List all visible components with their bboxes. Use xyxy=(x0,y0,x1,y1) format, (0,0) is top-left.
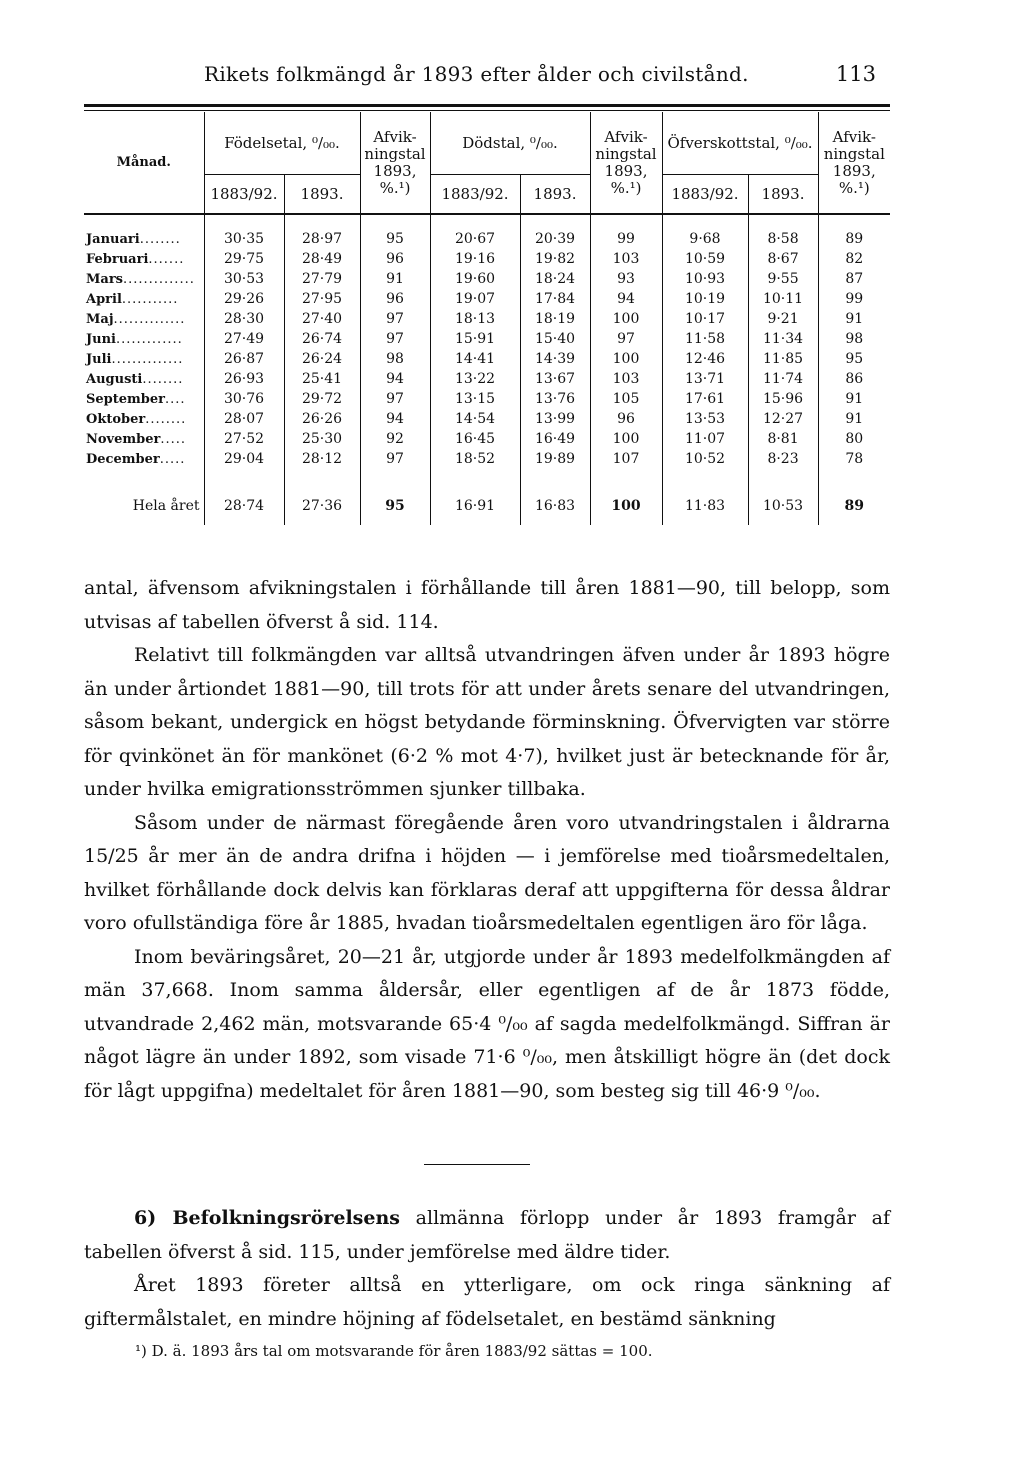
paragraph-3: Såsom under de närmast föregående åren voro utvandringstalen i åldrarna 15/25 år mer än de andra drifna i höjden — i jemförelse med tioårsmedeltalen, hvilket förhållande dock delvis kan förklaras deraf att uppgifterna för dessa åldrar voro ofullständiga före år 1885, hvadan tioårsmedeltalen egentligen äro för låga. xyxy=(84,811,890,934)
value-cell: 29·72 xyxy=(284,389,360,409)
death-1883-92-header: 1883/92. xyxy=(430,175,520,215)
value-cell: 25·30 xyxy=(284,429,360,449)
value-cell: 105 xyxy=(590,389,662,409)
birth-rate-header: Födelsetal, ⁰/₀₀. xyxy=(204,112,360,175)
month-label xyxy=(84,409,204,429)
value-cell: 28·30 xyxy=(204,309,284,329)
value-cell: 12·27 xyxy=(748,409,818,429)
value-cell: 13·53 xyxy=(662,409,748,429)
table-row xyxy=(84,269,890,289)
value-cell: 8·58 xyxy=(748,214,818,249)
value-cell: 89 xyxy=(818,214,890,249)
total-value-cell: 100 xyxy=(590,469,662,525)
value-cell: 28·07 xyxy=(204,409,284,429)
value-cell: 19·16 xyxy=(430,249,520,269)
month-label xyxy=(84,329,204,349)
value-cell: 8·23 xyxy=(748,449,818,469)
value-cell: 26·93 xyxy=(204,369,284,389)
month-name: Februari xyxy=(86,251,149,267)
value-cell: 9·68 xyxy=(662,214,748,249)
month-label xyxy=(84,449,204,469)
value-cell: 82 xyxy=(818,249,890,269)
month-label xyxy=(84,289,204,309)
total-value-cell: 10·53 xyxy=(748,469,818,525)
value-cell: 28·97 xyxy=(284,214,360,249)
value-cell: 107 xyxy=(590,449,662,469)
value-cell: 26·74 xyxy=(284,329,360,349)
birth-1883-92-header: 1883/92. xyxy=(204,175,284,215)
value-cell: 97 xyxy=(590,329,662,349)
value-cell: 96 xyxy=(360,289,430,309)
surplus-deviation-header: Afvik-ningstal 1893, %.¹) xyxy=(818,112,890,214)
month-label xyxy=(84,429,204,449)
value-cell: 11·34 xyxy=(748,329,818,349)
value-cell: 95 xyxy=(360,214,430,249)
value-cell: 95 xyxy=(818,349,890,369)
value-cell: 12·46 xyxy=(662,349,748,369)
value-cell: 29·26 xyxy=(204,289,284,309)
month-name: April xyxy=(86,291,122,307)
value-cell: 87 xyxy=(818,269,890,289)
value-cell: 9·21 xyxy=(748,309,818,329)
value-cell: 13·22 xyxy=(430,369,520,389)
table-row xyxy=(84,329,890,349)
value-cell: 94 xyxy=(360,369,430,389)
leader-dots: ........ xyxy=(145,411,187,427)
paragraph-4: Inom beväringsåret, 20—21 år, utgjorde under år 1893 medelfolkmängden af män 37,668. Inom samma åldersår, eller egentligen af de år 1873 födde, utvandrade 2,462 män, motsvarande 65·4 ⁰/₀₀ af sagda medelfolkmängd. Siffran är något lägre än under 1892, som visade 71·6 ⁰/₀₀, men åtskilligt högre än (det dock för lågt uppgifna) medeltalet för åren 1881—90, som besteg sig till 46·9 ⁰/₀₀. xyxy=(84,945,890,1102)
value-cell: 27·49 xyxy=(204,329,284,349)
value-cell: 94 xyxy=(590,289,662,309)
total-value-cell: 28·74 xyxy=(204,469,284,525)
total-value-cell: 16·91 xyxy=(430,469,520,525)
value-cell: 18·19 xyxy=(520,309,590,329)
value-cell: 26·87 xyxy=(204,349,284,369)
value-cell: 14·41 xyxy=(430,349,520,369)
value-cell: 10·52 xyxy=(662,449,748,469)
value-cell: 100 xyxy=(590,349,662,369)
value-cell: 15·40 xyxy=(520,329,590,349)
death-rate-header: Dödstal, ⁰/₀₀. xyxy=(430,112,590,175)
table-row xyxy=(84,249,890,269)
value-cell: 10·19 xyxy=(662,289,748,309)
month-name: Januari xyxy=(86,231,140,247)
table-row xyxy=(84,289,890,309)
value-cell: 15·91 xyxy=(430,329,520,349)
paragraph-5-rest: allmänna förlopp under år 1893 framgår af tabellen öfverst å sid. 115, under jemförelse med äldre tider. xyxy=(84,1207,890,1263)
table-row xyxy=(84,309,890,329)
value-cell: 100 xyxy=(590,309,662,329)
value-cell: 18·13 xyxy=(430,309,520,329)
value-cell: 16·45 xyxy=(430,429,520,449)
value-cell: 30·35 xyxy=(204,214,284,249)
death-deviation-header: Afvik-ningstal 1893, %.¹) xyxy=(590,112,662,214)
value-cell: 27·95 xyxy=(284,289,360,309)
value-cell: 25·41 xyxy=(284,369,360,389)
value-cell: 20·67 xyxy=(430,214,520,249)
page-number: 113 xyxy=(835,62,876,86)
month-label xyxy=(84,389,204,409)
value-cell: 98 xyxy=(818,329,890,349)
value-cell: 10·93 xyxy=(662,269,748,289)
value-cell: 19·82 xyxy=(520,249,590,269)
month-name: Juli xyxy=(86,351,112,367)
leader-dots: .............. xyxy=(111,351,184,367)
value-cell: 14·39 xyxy=(520,349,590,369)
leader-dots: ........ xyxy=(142,371,184,387)
leader-dots: ..... xyxy=(159,451,186,467)
table-row xyxy=(84,409,890,429)
table-row xyxy=(84,349,890,369)
paragraph-2: Relativt till folkmängden var alltså utvandringen äfven under år 1893 högre än under årtiondet 1881—90, till trots för att under årets senare del utvandringen, såsom bekant, undergick en högst betydande förminskning. Öfvervigten var större för qvinkönet än för mankönet (6·2 % mot 4·7), hvilket just är betecknande för år, under hvilka emigrationsströmmen sjunker tillbaka. xyxy=(84,644,890,800)
month-label xyxy=(84,269,204,289)
value-cell: 13·67 xyxy=(520,369,590,389)
month-label xyxy=(84,309,204,329)
value-cell: 13·99 xyxy=(520,409,590,429)
value-cell: 103 xyxy=(590,249,662,269)
surplus-rate-header: Öfverskottstal, ⁰/₀₀. xyxy=(662,112,818,175)
footnote: ¹) D. ä. 1893 års tal om motsvarande för åren 1883/92 sättas = 100. xyxy=(135,1342,653,1360)
month-name: December xyxy=(86,451,160,467)
value-cell: 93 xyxy=(590,269,662,289)
leader-dots: ..... xyxy=(160,431,187,447)
leader-dots: .............. xyxy=(113,311,186,327)
value-cell: 97 xyxy=(360,329,430,349)
paragraph-6: Året 1893 företer alltså en ytterligare, om ock ringa sänkning af giftermålstalet, en mindre höjning af födelsetalet, en bestämd sänkning xyxy=(84,1274,890,1330)
leader-dots: .............. xyxy=(122,271,195,287)
value-cell: 19·07 xyxy=(430,289,520,309)
value-cell: 16·49 xyxy=(520,429,590,449)
value-cell: 97 xyxy=(360,309,430,329)
value-cell: 19·60 xyxy=(430,269,520,289)
section-separator xyxy=(424,1164,530,1165)
value-cell: 11·85 xyxy=(748,349,818,369)
value-cell: 20·39 xyxy=(520,214,590,249)
value-cell: 17·84 xyxy=(520,289,590,309)
value-cell: 99 xyxy=(818,289,890,309)
value-cell: 17·61 xyxy=(662,389,748,409)
value-cell: 86 xyxy=(818,369,890,389)
value-cell: 8·81 xyxy=(748,429,818,449)
value-cell: 9·55 xyxy=(748,269,818,289)
section-heading: 6) Befolkningsrörelsens xyxy=(134,1207,400,1229)
leader-dots: ........... xyxy=(121,291,179,307)
value-cell: 13·76 xyxy=(520,389,590,409)
value-cell: 100 xyxy=(590,429,662,449)
surplus-1893-header: 1893. xyxy=(748,175,818,215)
value-cell: 8·67 xyxy=(748,249,818,269)
leader-dots: ........ xyxy=(139,231,181,247)
total-label: Hela året xyxy=(132,498,200,514)
header-rule-thick xyxy=(84,104,890,107)
value-cell: 91 xyxy=(818,389,890,409)
value-cell: 18·24 xyxy=(520,269,590,289)
total-value-cell: 27·36 xyxy=(284,469,360,525)
header-rule-thin xyxy=(84,110,890,111)
table-row xyxy=(84,449,890,469)
value-cell: 91 xyxy=(818,409,890,429)
body-text xyxy=(84,572,890,1108)
value-cell: 29·75 xyxy=(204,249,284,269)
leader-dots: ....... xyxy=(148,251,185,267)
table-row xyxy=(84,369,890,389)
value-cell: 91 xyxy=(818,309,890,329)
month-label xyxy=(84,214,204,249)
value-cell: 11·74 xyxy=(748,369,818,389)
value-cell: 10·59 xyxy=(662,249,748,269)
value-cell: 18·52 xyxy=(430,449,520,469)
paragraph-5 xyxy=(84,1202,890,1269)
total-value-cell: 95 xyxy=(360,469,430,525)
month-column-header: Månad. xyxy=(84,112,204,214)
value-cell: 91 xyxy=(360,269,430,289)
value-cell: 10·11 xyxy=(748,289,818,309)
table-row xyxy=(84,214,890,249)
month-name: Juni xyxy=(86,331,116,347)
value-cell: 97 xyxy=(360,449,430,469)
value-cell: 30·76 xyxy=(204,389,284,409)
total-value-cell: 11·83 xyxy=(662,469,748,525)
total-row xyxy=(84,469,890,525)
value-cell: 27·52 xyxy=(204,429,284,449)
value-cell: 13·15 xyxy=(430,389,520,409)
value-cell: 13·71 xyxy=(662,369,748,389)
month-label xyxy=(84,349,204,369)
value-cell: 96 xyxy=(360,249,430,269)
month-label xyxy=(84,249,204,269)
value-cell: 10·17 xyxy=(662,309,748,329)
death-1893-header: 1893. xyxy=(520,175,590,215)
value-cell: 27·79 xyxy=(284,269,360,289)
birth-1893-header: 1893. xyxy=(284,175,360,215)
running-title: Rikets folkmängd år 1893 efter ålder och civilstånd. xyxy=(204,62,749,86)
month-name: Maj xyxy=(86,311,114,327)
value-cell: 98 xyxy=(360,349,430,369)
leader-dots: .... xyxy=(165,391,186,407)
month-name: November xyxy=(86,431,161,447)
table-row xyxy=(84,429,890,449)
total-value-cell: 16·83 xyxy=(520,469,590,525)
value-cell: 14·54 xyxy=(430,409,520,429)
month-name: September xyxy=(86,391,165,407)
page-header xyxy=(84,62,890,90)
table-body xyxy=(84,214,890,525)
value-cell: 97 xyxy=(360,389,430,409)
value-cell: 28·49 xyxy=(284,249,360,269)
monthly-rates-table xyxy=(84,112,890,525)
paragraph-1: antal, äfvensom afvikningstalen i förhållande till åren 1881—90, till belopp, som utvisas af tabellen öfverst å sid. 114. xyxy=(84,577,890,633)
month-name: Augusti xyxy=(86,371,143,387)
value-cell: 96 xyxy=(590,409,662,429)
value-cell: 30·53 xyxy=(204,269,284,289)
value-cell: 78 xyxy=(818,449,890,469)
leader-dots: ............. xyxy=(116,331,183,347)
birth-deviation-header: Afvik-ningstal 1893, %.¹) xyxy=(360,112,430,214)
month-name: Mars xyxy=(86,271,123,287)
section-6-text xyxy=(84,1202,890,1336)
month-name: Oktober xyxy=(86,411,146,427)
value-cell: 99 xyxy=(590,214,662,249)
value-cell: 92 xyxy=(360,429,430,449)
value-cell: 27·40 xyxy=(284,309,360,329)
value-cell: 80 xyxy=(818,429,890,449)
surplus-1883-92-header: 1883/92. xyxy=(662,175,748,215)
value-cell: 26·24 xyxy=(284,349,360,369)
value-cell: 11·58 xyxy=(662,329,748,349)
value-cell: 28·12 xyxy=(284,449,360,469)
table-row xyxy=(84,389,890,409)
total-value-cell: 89 xyxy=(818,469,890,525)
value-cell: 11·07 xyxy=(662,429,748,449)
month-label xyxy=(84,369,204,389)
value-cell: 19·89 xyxy=(520,449,590,469)
value-cell: 15·96 xyxy=(748,389,818,409)
value-cell: 29·04 xyxy=(204,449,284,469)
value-cell: 26·26 xyxy=(284,409,360,429)
value-cell: 103 xyxy=(590,369,662,389)
value-cell: 94 xyxy=(360,409,430,429)
